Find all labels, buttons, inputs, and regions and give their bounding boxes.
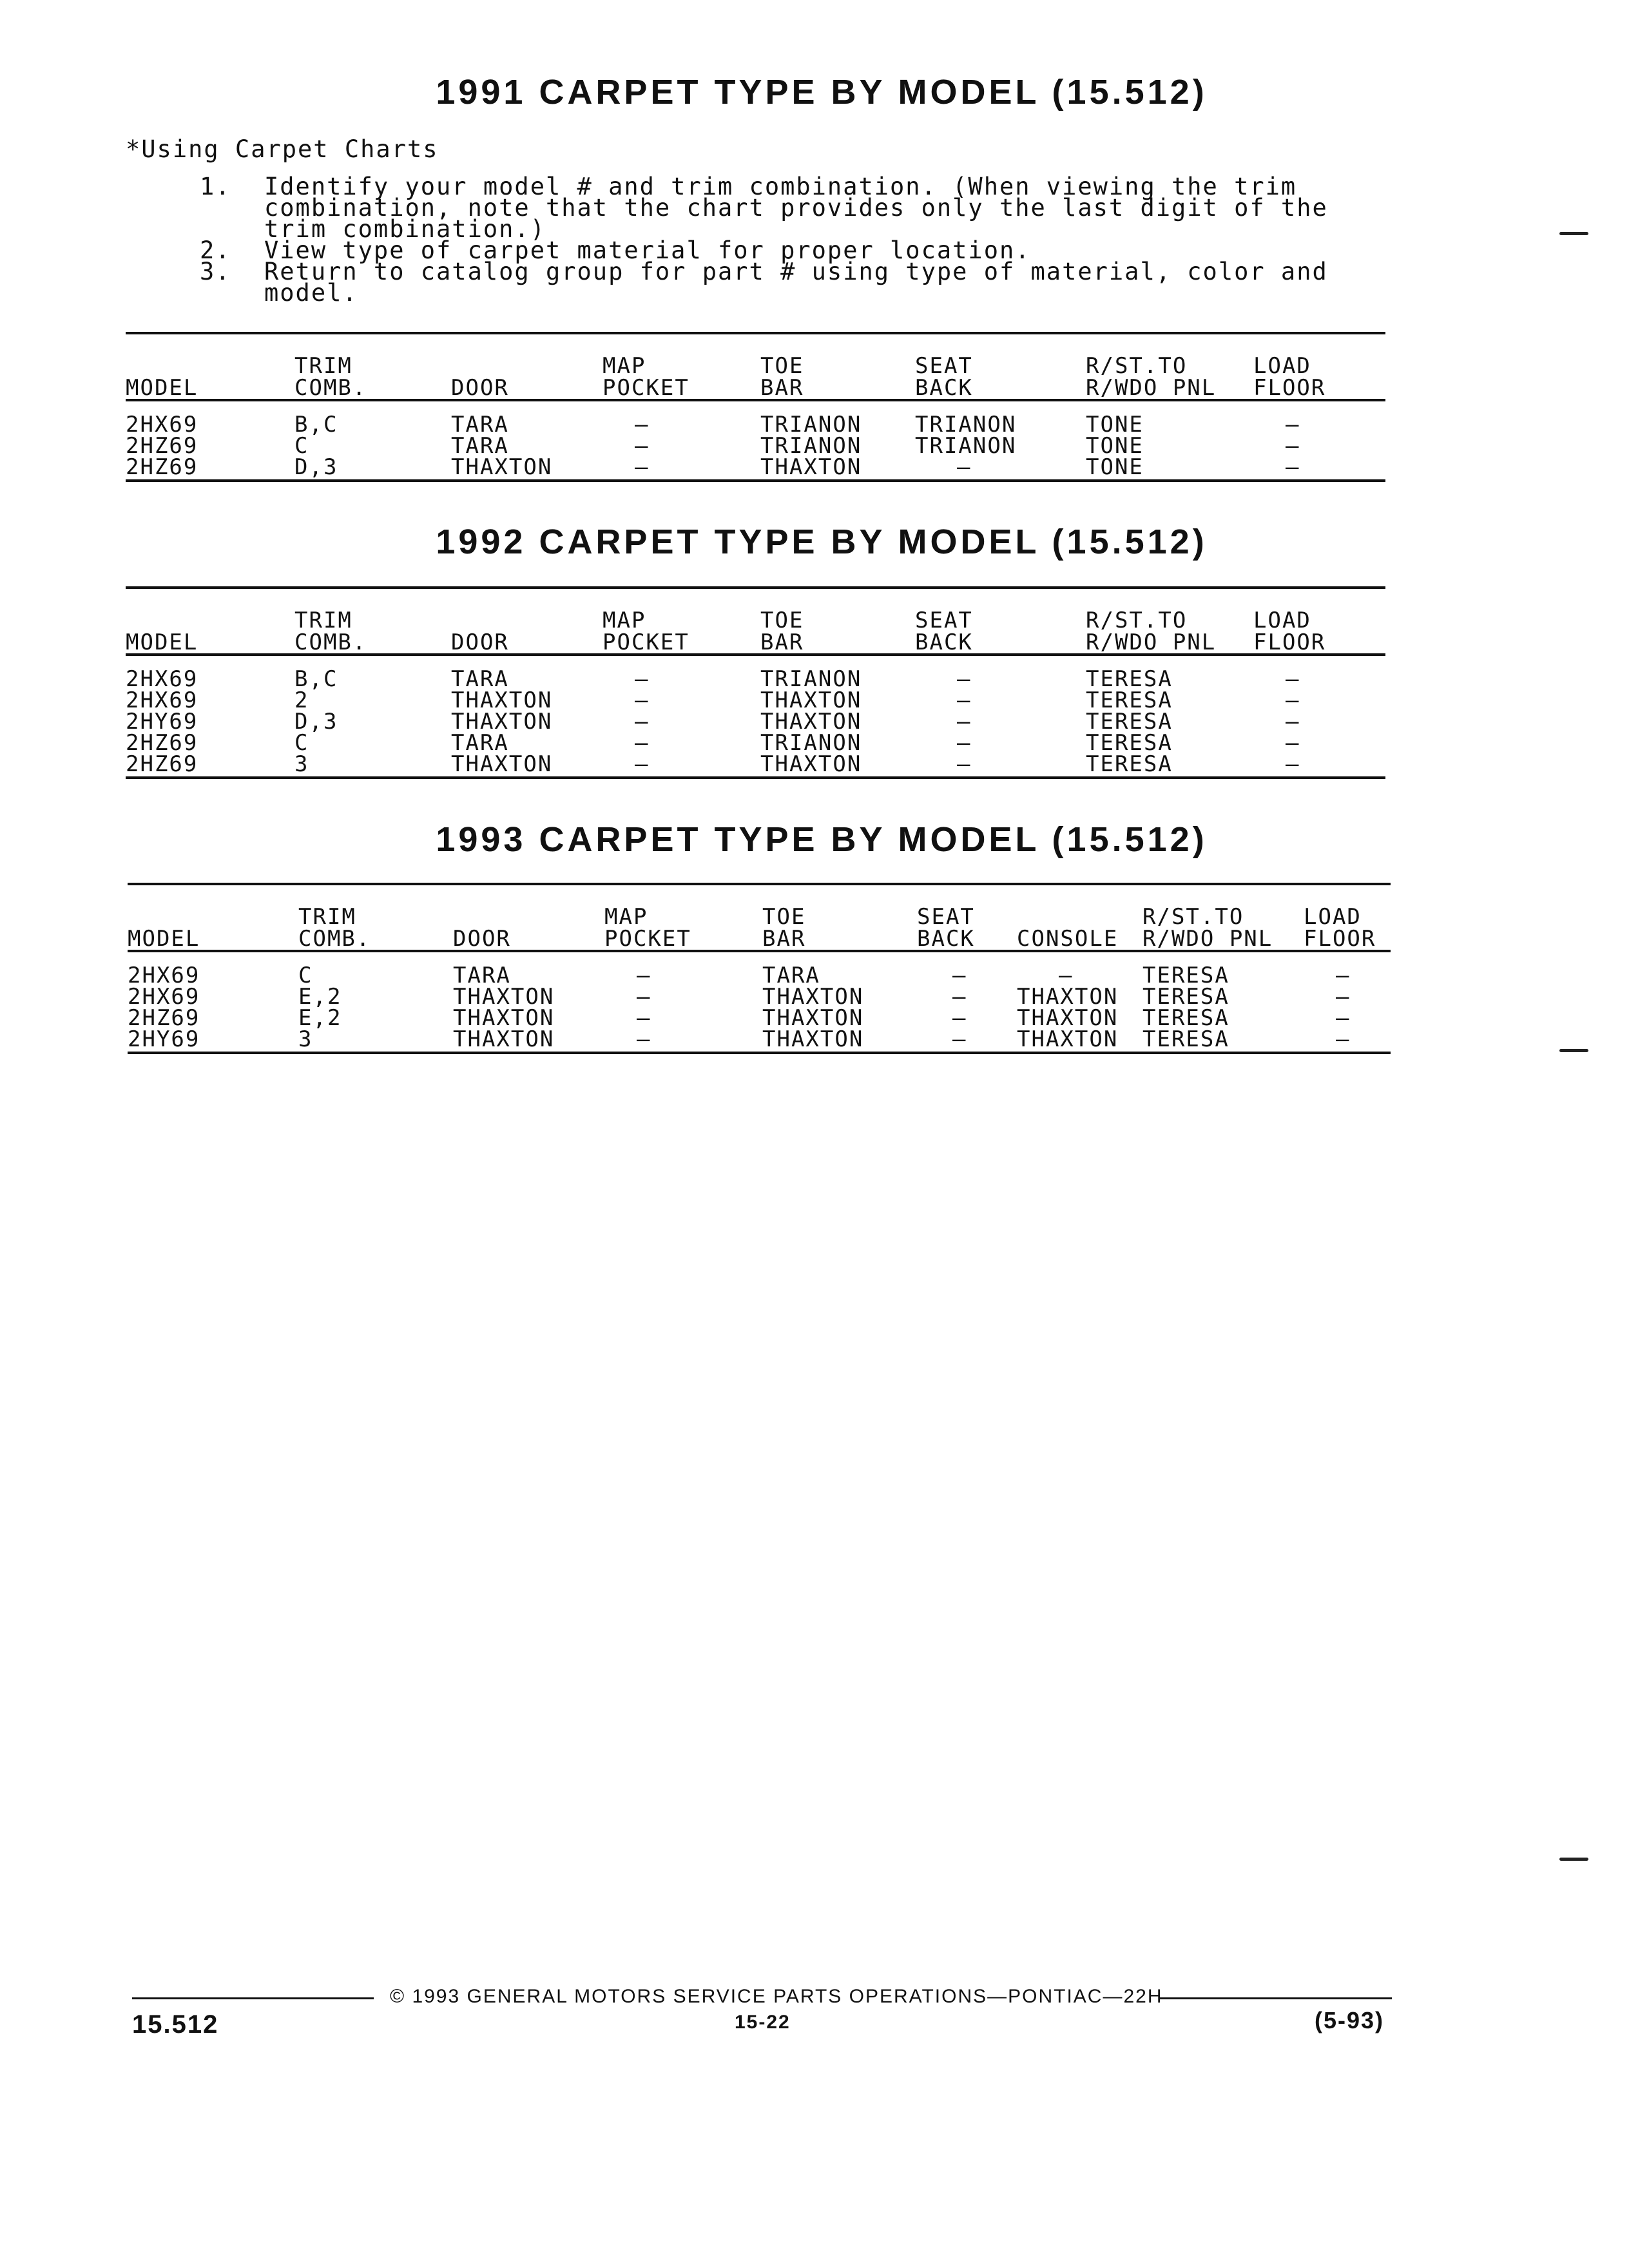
step-number: 3. <box>200 258 231 285</box>
col-load: LOAD <box>1253 353 1311 379</box>
footer-copyright: © 1993 GENERAL MOTORS SERVICE PARTS OPERATIONS—PONTIAC—22H <box>390 1986 1163 2007</box>
title-1992: 1992 CARPET TYPE BY MODEL (15.512) <box>436 523 1208 561</box>
footer-page-number: 15-22 <box>735 2012 791 2033</box>
table-header: MODEL TRIM COMB. DOOR MAP POCKET TOE BAR SEAT BACK CONSOLE R/ST.TO R/WDO PNL LOAD FLOOR <box>128 885 1391 952</box>
col-comb: COMB. <box>294 375 367 401</box>
table-row: 2HX69 B,C TARA – TRIANON TRIANON TONE – <box>126 412 1300 437</box>
table-row: 2HZ69 3 THAXTON – THAXTON – TERESA – <box>126 751 1300 777</box>
col-pocket: POCKET <box>602 375 689 401</box>
table-1993 <box>128 883 1391 1054</box>
table-row: 2HX69 C TARA – TARA – – TERESA – <box>128 963 1351 988</box>
step-text: View type of carpet material for proper location. <box>264 236 1031 264</box>
col-trim: TRIM <box>294 353 352 379</box>
col-map: MAP <box>602 353 646 379</box>
instructions <box>126 135 1350 307</box>
table-row: 2HZ69 C TARA – TRIANON – TERESA – <box>126 730 1300 756</box>
footer-rule-right <box>1160 1997 1392 1999</box>
table-row: 2HX69 2 THAXTON – THAXTON – TERESA – <box>126 687 1300 713</box>
footer-date: (5-93) <box>1315 2007 1385 2033</box>
table-row: 2HX69 B,C TARA – TRIANON – TERESA – <box>126 666 1300 692</box>
col-bar: BAR <box>760 375 804 401</box>
col-model: MODEL <box>126 375 198 401</box>
step-number: 1. <box>200 173 231 200</box>
table-1991 <box>126 332 1385 482</box>
footer-rule-left <box>132 1997 374 1999</box>
table-row: 2HY69 D,3 THAXTON – THAXTON – TERESA – <box>126 709 1300 735</box>
col-back: BACK <box>915 375 973 401</box>
table-header: MODEL TRIM COMB. DOOR MAP POCKET TOE BAR SEAT BACK R/ST.TO R/WDO PNL LOAD FLOOR <box>126 589 1385 656</box>
step-text: Identify your model # and trim combination. (When viewing the trim combination, note that the chart provides only the last digit of the trim combination.) <box>264 173 1328 243</box>
table-row: 2HZ69 D,3 THAXTON – THAXTON – TONE – <box>126 454 1300 480</box>
step-number: 2. <box>200 236 231 264</box>
step-text: Return to catalog group for part # using type of material, color and model. <box>264 258 1328 307</box>
title-1993: 1993 CARPET TYPE BY MODEL (15.512) <box>436 820 1208 859</box>
col-rwdo: R/WDO PNL <box>1086 375 1217 401</box>
title-1991: 1991 CARPET TYPE BY MODEL (15.512) <box>436 73 1208 111</box>
table-row: 2HZ69 E,2 THAXTON – THAXTON – THAXTON TERESA – <box>128 1005 1351 1031</box>
table-row: 2HX69 E,2 THAXTON – THAXTON – THAXTON TERESA – <box>128 984 1351 1010</box>
binder-mark <box>1559 1858 1588 1861</box>
col-rst: R/ST.TO <box>1086 353 1188 379</box>
table-1992 <box>126 586 1385 779</box>
table-row: 2HZ69 C TARA – TRIANON TRIANON TONE – <box>126 433 1300 459</box>
binder-mark <box>1559 232 1588 235</box>
col-floor: FLOOR <box>1253 375 1326 401</box>
col-toe: TOE <box>760 353 804 379</box>
table-row: 2HY69 3 THAXTON – THAXTON – THAXTON TERESA – <box>128 1026 1351 1052</box>
col-door: DOOR <box>451 375 509 401</box>
binder-mark <box>1559 1049 1588 1052</box>
instructions-heading: *Using Carpet Charts <box>126 135 439 163</box>
col-seat: SEAT <box>915 353 973 379</box>
instruction-step <box>126 258 1350 307</box>
instruction-step <box>126 173 1350 243</box>
table-header <box>126 334 1385 401</box>
footer-section: 15.512 <box>132 2010 219 2039</box>
